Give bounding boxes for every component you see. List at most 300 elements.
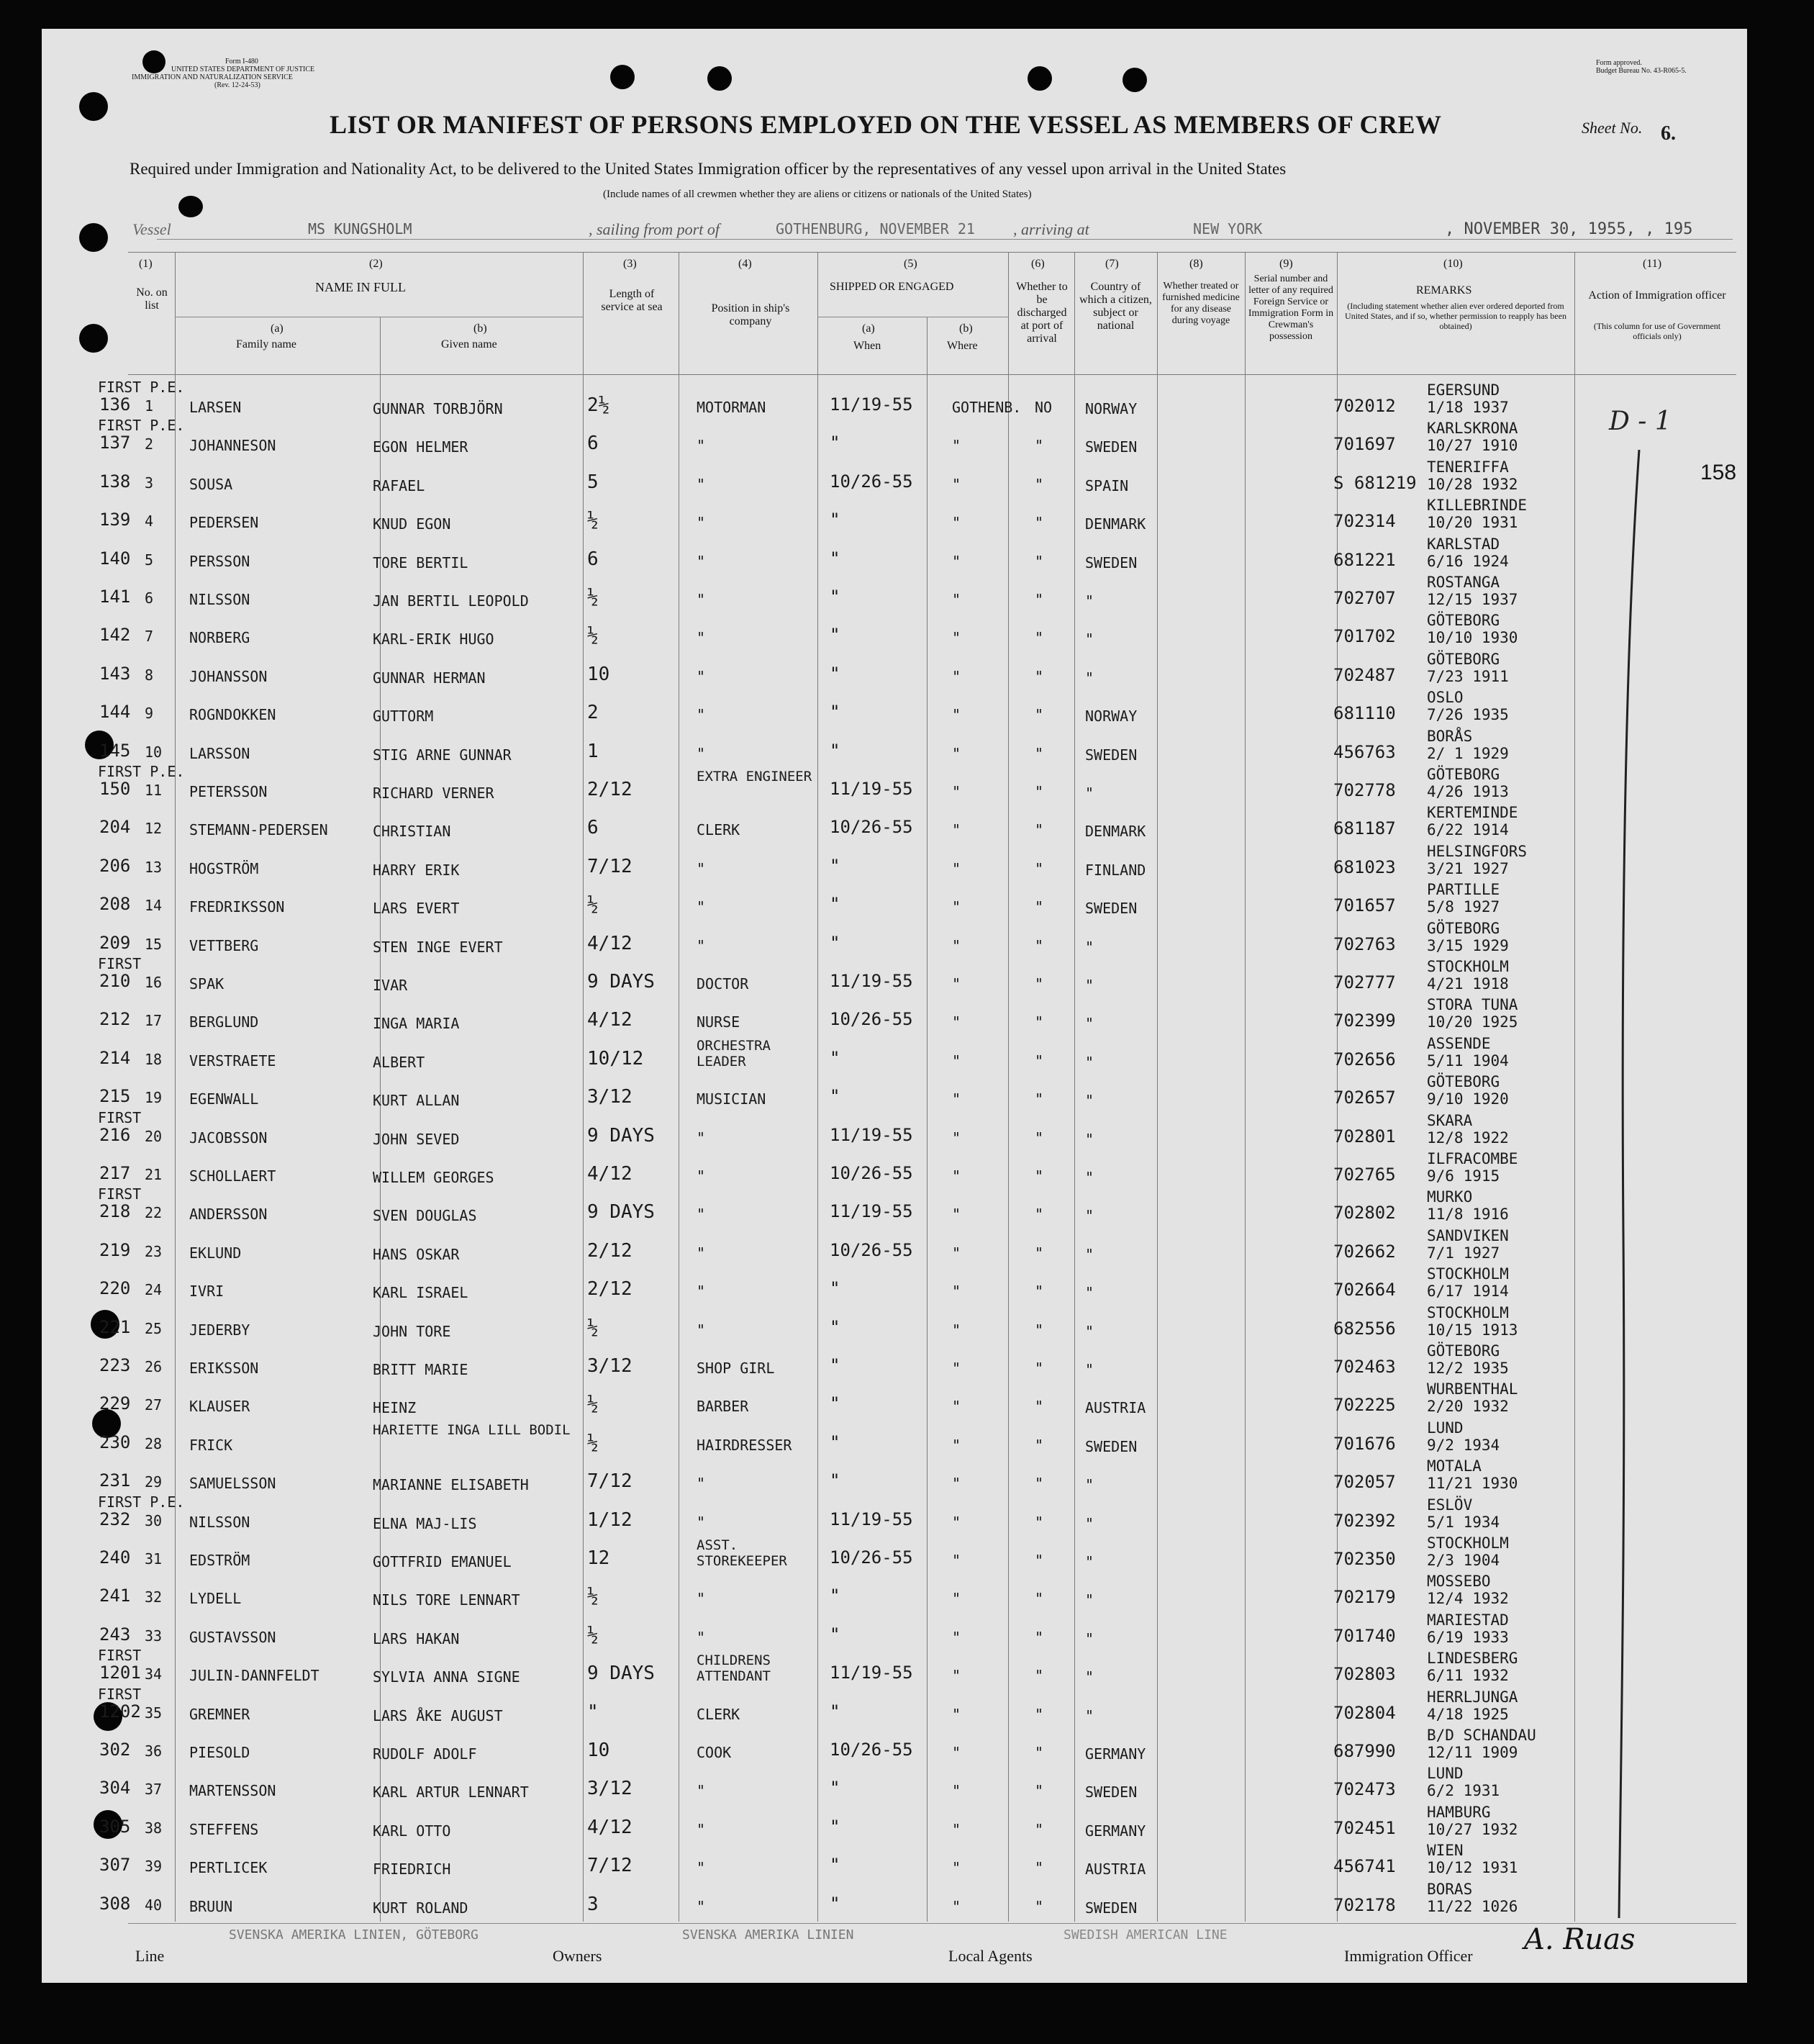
punch-hole	[610, 65, 635, 89]
shipped-where: "	[952, 1090, 961, 1108]
birth-date: 11/22 1026	[1427, 1897, 1518, 1915]
shipped-when: "	[830, 1816, 840, 1837]
birth-date: 7/23 1911	[1427, 667, 1509, 685]
birthplace: HAMBURG	[1427, 1803, 1491, 1821]
remarks-birth	[1427, 689, 1509, 723]
ship-position: CLERK	[697, 821, 740, 839]
citizenship-country: "	[1085, 1053, 1094, 1071]
serial-number: 701697	[1333, 434, 1396, 455]
discharge-flag: "	[1035, 475, 1044, 493]
shipped-when: "	[830, 433, 840, 453]
remarks-birth	[1427, 420, 1518, 454]
remarks-birth	[1427, 728, 1509, 762]
discharge-flag: "	[1035, 744, 1044, 762]
list-number: 22	[145, 1204, 163, 1222]
list-sequence: 141	[99, 587, 131, 607]
col11-number: (11)	[1643, 258, 1662, 270]
serial-number: 702804	[1333, 1702, 1396, 1723]
remarks-birth	[1427, 1688, 1518, 1723]
birth-date: 1/18 1937	[1427, 399, 1509, 416]
ship-position: "	[697, 1206, 706, 1224]
form-number: Form I-480	[225, 58, 258, 65]
shipped-where: "	[952, 859, 961, 877]
serial-number: 701740	[1333, 1625, 1396, 1646]
table-row	[42, 955, 1747, 998]
col7-header: Country of which a citizen, subject or national	[1079, 281, 1152, 332]
ship-position: "	[697, 1321, 706, 1339]
remarks-birth	[1427, 1419, 1500, 1454]
punch-hole	[79, 92, 108, 121]
birthplace: LINDESBERG	[1427, 1650, 1518, 1668]
service-length: 7/12	[587, 1855, 632, 1877]
birth-date: 11/21 1930	[1427, 1475, 1518, 1493]
citizenship-country: SWEDEN	[1085, 1437, 1138, 1455]
serial-number: 702662	[1333, 1241, 1396, 1262]
shipped-when: 11/19-55	[830, 779, 913, 799]
list-number: 2	[145, 435, 154, 453]
table-row	[42, 805, 1747, 844]
serial-number: 702765	[1333, 1165, 1396, 1185]
citizenship-country: DENMARK	[1085, 823, 1146, 841]
col9-header: Serial number and letter of any required Foreign Service or Immigration Form in Crewman's possession	[1248, 273, 1334, 342]
citizenship-country: "	[1085, 977, 1094, 994]
discharge-flag: "	[1035, 1475, 1044, 1493]
birthplace: ASSENDE	[1427, 1034, 1491, 1052]
col5-number: (5)	[904, 258, 917, 270]
remarks-birth	[1427, 1842, 1518, 1876]
ship-position: "	[697, 744, 706, 762]
family-name: STEFFENS	[189, 1820, 259, 1838]
given-name: WILLEM GEORGES	[373, 1169, 494, 1186]
col6-number: (6)	[1031, 258, 1045, 270]
table-row	[42, 1647, 1747, 1689]
remarks-birth	[1427, 1496, 1500, 1531]
family-name: BERGLUND	[189, 1013, 259, 1031]
shipped-where: "	[952, 1897, 961, 1915]
table-row	[42, 1882, 1747, 1920]
remarks-birth	[1427, 651, 1509, 685]
service-length: ½	[587, 1586, 599, 1608]
family-name: JEDERBY	[189, 1321, 250, 1339]
table-row	[42, 921, 1747, 959]
list-sequence: 223	[99, 1355, 131, 1375]
shipped-when: "	[830, 625, 840, 646]
discharge-flag: "	[1035, 1744, 1044, 1761]
given-name: FRIEDRICH	[373, 1860, 451, 1878]
serial-number: 681110	[1333, 703, 1396, 724]
discharge-flag: "	[1035, 1360, 1044, 1377]
col1-number: (1)	[139, 258, 153, 270]
serial-number: 702801	[1333, 1126, 1396, 1147]
given-name: STEN INGE EVERT	[373, 938, 503, 956]
table-row	[42, 379, 1747, 421]
list-sequence: 206	[99, 855, 131, 876]
first-passage-note: FIRST	[98, 955, 142, 972]
sheet-label: Sheet No.	[1582, 119, 1643, 137]
birth-date: 5/8 1927	[1427, 898, 1500, 916]
birth-date: 9/10 1920	[1427, 1090, 1509, 1108]
officer-label: Immigration Officer	[1344, 1947, 1473, 1965]
citizenship-country: SPAIN	[1085, 476, 1129, 494]
citizenship-country: "	[1085, 1169, 1094, 1186]
birthplace: KILLEBRINDE	[1427, 497, 1528, 515]
citizenship-country: NORWAY	[1085, 707, 1138, 725]
birthplace: GÖTEBORG	[1427, 1073, 1500, 1091]
subtitle-note: (Include names of all crewmen whether they are aliens or citizens or nationals of the United States)	[603, 189, 1032, 200]
list-number: 28	[145, 1434, 163, 1452]
family-name: NILSSON	[189, 591, 250, 608]
service-length: ½	[587, 625, 599, 647]
shipped-when: "	[830, 740, 840, 761]
list-sequence: 230	[99, 1432, 131, 1452]
list-sequence: 145	[99, 740, 131, 761]
shipped-where: "	[952, 706, 961, 724]
birth-date: 10/12 1931	[1427, 1859, 1518, 1877]
discharge-flag: "	[1035, 1167, 1044, 1185]
col3-number: (3)	[623, 258, 637, 270]
family-name: SAMUELSSON	[189, 1475, 276, 1493]
discharge-flag: "	[1035, 1667, 1044, 1685]
list-sequence: 220	[99, 1278, 131, 1299]
shipped-where: "	[952, 936, 961, 954]
family-name: SCHOLLAERT	[189, 1167, 276, 1185]
family-name: KLAUSER	[189, 1398, 250, 1416]
citizenship-country: "	[1085, 1207, 1094, 1225]
remarks-birth	[1427, 535, 1509, 570]
ship-position: "	[697, 475, 706, 493]
family-name: FRICK	[189, 1436, 233, 1454]
ship-position: CLERK	[697, 1705, 740, 1723]
col2b-header: Given name	[441, 338, 497, 351]
birth-date: 6/19 1933	[1427, 1628, 1509, 1646]
discharge-flag: "	[1035, 1820, 1044, 1838]
family-name: PETERSSON	[189, 783, 268, 800]
citizenship-country: SWEDEN	[1085, 1783, 1138, 1801]
family-name: NILSSON	[189, 1513, 250, 1531]
shipped-where: "	[952, 514, 961, 532]
shipped-when: "	[830, 548, 840, 569]
shipped-when: "	[830, 1432, 840, 1452]
shipped-where: "	[952, 1628, 961, 1646]
ship-position: HAIRDRESSER	[697, 1436, 792, 1454]
shipped-where: "	[952, 475, 961, 493]
table-row	[42, 1267, 1747, 1305]
table-row	[42, 1226, 1747, 1267]
birth-date: 6/11 1932	[1427, 1667, 1509, 1685]
birth-date: 3/15 1929	[1427, 936, 1509, 954]
table-row	[42, 1685, 1747, 1728]
table-row	[42, 1382, 1747, 1420]
service-length: 2/12	[587, 779, 632, 800]
birth-date: 10/20 1925	[1427, 1013, 1518, 1031]
service-length: 7/12	[587, 855, 632, 877]
service-length: ½	[587, 587, 599, 608]
discharge-flag: "	[1035, 1321, 1044, 1339]
discharge-flag: "	[1035, 1052, 1044, 1070]
list-sequence: 143	[99, 663, 131, 684]
shipped-when: "	[830, 1855, 840, 1876]
shipped-where: "	[952, 1820, 961, 1838]
line-value: SVENSKA AMERIKA LINIEN, GÖTEBORG	[229, 1927, 479, 1943]
shipped-where: "	[952, 1705, 961, 1723]
table-row	[42, 844, 1747, 882]
list-sequence: 307	[99, 1855, 131, 1876]
list-sequence: 144	[99, 702, 131, 723]
discharge-flag: "	[1035, 898, 1044, 916]
discharge-flag: "	[1035, 552, 1044, 570]
given-name: GUNNAR HERMAN	[373, 669, 486, 687]
table-row	[42, 1185, 1747, 1228]
remarks-birth	[1427, 574, 1518, 608]
remarks-birth	[1427, 1035, 1509, 1070]
family-name: HOGSTRÖM	[189, 859, 259, 877]
table-row	[42, 537, 1747, 575]
table-row	[42, 998, 1747, 1036]
list-sequence: 138	[99, 471, 131, 492]
family-name: SOUSA	[189, 475, 233, 493]
list-sequence: 218	[99, 1201, 131, 1222]
department-line: UNITED STATES DEPARTMENT OF JUSTICE	[171, 65, 315, 73]
col10-header: REMARKS	[1416, 284, 1472, 297]
ship-position: ORCHESTRA LEADER	[697, 1037, 771, 1070]
table-header-rule	[128, 374, 1736, 375]
first-passage-note: FIRST P.E.	[98, 763, 185, 780]
remarks-birth	[1427, 381, 1509, 416]
shipped-where: "	[952, 1744, 961, 1761]
birth-date: 6/2 1931	[1427, 1782, 1500, 1800]
serial-number: 702803	[1333, 1664, 1396, 1685]
serial-number: 702314	[1333, 511, 1396, 532]
citizenship-country: "	[1085, 1591, 1094, 1609]
shipped-when: "	[830, 1624, 840, 1645]
shipped-when: "	[830, 663, 840, 684]
table-row	[42, 1574, 1747, 1612]
ship-position: "	[697, 898, 706, 916]
birth-date: 12/4 1932	[1427, 1590, 1509, 1608]
list-sequence: 214	[99, 1047, 131, 1068]
given-name: RUDOLF ADOLF	[373, 1745, 477, 1763]
remarks-birth	[1427, 1611, 1509, 1646]
discharge-flag: "	[1035, 1859, 1044, 1877]
officer-signature: A. Ruas	[1524, 1923, 1636, 1956]
birth-date: 10/28 1932	[1427, 475, 1518, 493]
citizenship-country: AUSTRIA	[1085, 1399, 1146, 1417]
family-name: LARSSON	[189, 744, 250, 762]
serial-number: 681221	[1333, 549, 1396, 570]
service-length: ½	[587, 1316, 599, 1339]
list-sequence: 139	[99, 510, 131, 530]
sheet-number: 6.	[1661, 122, 1676, 145]
discharge-flag: "	[1035, 1090, 1044, 1108]
col5a-number: (a)	[862, 322, 875, 335]
serial-number: 702012	[1333, 396, 1396, 416]
serial-number: 701657	[1333, 895, 1396, 916]
service-line: IMMIGRATION AND NATURALIZATION SERVICE	[132, 73, 293, 81]
birthplace: HERRLJUNGA	[1427, 1688, 1518, 1706]
given-name: LARS EVERT	[373, 900, 460, 918]
discharge-flag: "	[1035, 1206, 1044, 1224]
shipped-where: "	[952, 1552, 961, 1569]
shipped-where: "	[952, 591, 961, 608]
given-name: SVEN DOUGLAS	[373, 1207, 477, 1225]
list-number: 34	[145, 1665, 163, 1683]
shipped-when: "	[830, 894, 840, 915]
table-row	[42, 1421, 1747, 1459]
given-name: EGON HELMER	[373, 438, 468, 456]
remarks-birth	[1427, 920, 1509, 954]
list-sequence: 208	[99, 894, 131, 915]
birthplace: WIEN	[1427, 1842, 1464, 1860]
family-name: JOHANSSON	[189, 667, 268, 685]
immigration-annotation: D - 1	[1609, 407, 1672, 436]
citizenship-country: "	[1085, 1476, 1094, 1494]
col10-subheader: (Including statement whether alien ever ordered deported from United States, and if so, whether permission to reapply has been obtained)	[1345, 301, 1566, 331]
list-number: 25	[145, 1319, 163, 1337]
serial-number: 702656	[1333, 1049, 1396, 1070]
given-name: KURT ALLAN	[373, 1092, 460, 1110]
birth-date: 5/1 1934	[1427, 1513, 1500, 1531]
col10-number: (10)	[1443, 258, 1463, 270]
service-length: 7/12	[587, 1470, 632, 1493]
shipped-when: 10/26-55	[830, 1009, 913, 1030]
list-number: 33	[145, 1627, 163, 1645]
service-length: 12	[587, 1547, 610, 1569]
citizenship-country: "	[1085, 1245, 1094, 1263]
birthplace: KARLSKRONA	[1427, 420, 1518, 438]
list-number: 40	[145, 1896, 163, 1914]
ship-position: ASST. STOREKEEPER	[697, 1537, 787, 1569]
birth-date: 6/17 1914	[1427, 1283, 1509, 1301]
birth-date: 10/27 1932	[1427, 1820, 1518, 1838]
shipped-when: "	[830, 1393, 840, 1414]
serial-number: S 681219	[1333, 472, 1417, 493]
col8-number: (8)	[1189, 258, 1203, 270]
footer-rule	[128, 1923, 1736, 1924]
service-length: 4/12	[587, 1163, 632, 1185]
citizenship-country: "	[1085, 1553, 1094, 1570]
given-name: SYLVIA ANNA SIGNE	[373, 1668, 520, 1686]
serial-number: 702802	[1333, 1203, 1396, 1224]
birthplace: KERTEMINDE	[1427, 804, 1518, 822]
punch-hole	[79, 324, 108, 353]
list-number: 31	[145, 1550, 163, 1568]
table-top-rule	[128, 252, 1736, 253]
list-sequence: 142	[99, 625, 131, 646]
remarks-birth	[1427, 804, 1518, 838]
service-length: ½	[587, 1624, 599, 1646]
given-name: KARL OTTO	[373, 1822, 451, 1840]
citizenship-country: "	[1085, 1130, 1094, 1148]
service-length: ½	[587, 894, 599, 916]
list-number: 38	[145, 1819, 163, 1837]
given-name: GUTTORM	[373, 707, 434, 725]
citizenship-country: SWEDEN	[1085, 746, 1138, 764]
shipped-where: "	[952, 667, 961, 685]
given-name: BRITT MARIE	[373, 1361, 468, 1378]
shipped-where: "	[952, 1283, 961, 1301]
ship-position: "	[697, 552, 706, 570]
list-sequence: 240	[99, 1547, 131, 1568]
shipped-where: "	[952, 1590, 961, 1608]
shipped-when: 10/26-55	[830, 1163, 913, 1183]
shipped-when: 11/19-55	[830, 394, 913, 415]
shipped-when: "	[830, 1278, 840, 1299]
citizenship-country: AUSTRIA	[1085, 1860, 1146, 1878]
family-name: VERSTRAETE	[189, 1052, 276, 1070]
serial-number: 702399	[1333, 1010, 1396, 1031]
given-name: IVAR	[373, 977, 408, 994]
citizenship-country: "	[1085, 1284, 1094, 1302]
shipped-when: "	[830, 1086, 840, 1107]
family-name: LYDELL	[189, 1590, 242, 1608]
given-name: GOTTFRID EMANUEL	[373, 1553, 512, 1570]
table-row	[42, 882, 1747, 921]
table-row	[42, 575, 1747, 613]
serial-number: 702473	[1333, 1779, 1396, 1800]
agents-value: SWEDISH AMERICAN LINE	[1064, 1927, 1228, 1943]
ship-position: "	[697, 859, 706, 877]
birth-date: 12/8 1922	[1427, 1129, 1509, 1147]
service-length: 3	[587, 1893, 599, 1915]
form-approved: Form approved.	[1596, 59, 1642, 67]
list-number: 8	[145, 666, 154, 684]
list-number: 30	[145, 1511, 163, 1529]
list-number: 1	[145, 397, 154, 415]
table-row	[42, 1536, 1747, 1574]
table-row	[42, 1108, 1747, 1152]
given-name: NILS TORE LENNART	[373, 1591, 520, 1609]
citizenship-country: FINLAND	[1085, 861, 1146, 879]
discharge-flag: "	[1035, 1513, 1044, 1531]
shipped-where: "	[952, 1360, 961, 1377]
birth-date: 12/15 1937	[1427, 591, 1518, 608]
birth-date: 2/ 1 1929	[1427, 744, 1509, 762]
table-row	[42, 613, 1747, 651]
family-name: ANDERSSON	[189, 1206, 268, 1224]
serial-number: 702664	[1333, 1280, 1396, 1301]
ship-position: "	[697, 1859, 706, 1877]
family-name: LARSEN	[189, 399, 242, 416]
list-number: 13	[145, 858, 163, 876]
remarks-birth	[1427, 1150, 1518, 1185]
birth-date: 10/27 1910	[1427, 437, 1518, 455]
remarks-birth	[1427, 1380, 1518, 1415]
list-sequence: 229	[99, 1393, 131, 1414]
subtitle: Required under Immigration and Nationality Act, to be delivered to the United States Immigration officer by the representatives of any vessel upon arrival in the United States	[130, 160, 1287, 178]
col6-header: Whether to be discharged at port of arrival	[1016, 281, 1068, 345]
col7-number: (7)	[1105, 258, 1119, 270]
birth-date: 2/3 1904	[1427, 1552, 1500, 1569]
service-length: ½	[587, 1393, 599, 1416]
list-sequence: 136	[99, 394, 131, 415]
owners-label: Owners	[553, 1947, 602, 1965]
citizenship-country: "	[1085, 630, 1094, 648]
given-name: ALBERT	[373, 1053, 425, 1071]
ship-position: MOTORMAN	[697, 399, 766, 416]
shipped-where: "	[952, 1667, 961, 1685]
remarks-birth	[1427, 1342, 1509, 1377]
family-name: NORBERG	[189, 629, 250, 647]
col11-subheader: (This column for use of Government officials only)	[1593, 321, 1721, 341]
discharge-flag: "	[1035, 1244, 1044, 1262]
shipped-where: "	[952, 1475, 961, 1493]
shipped-when: 10/26-55	[830, 1547, 913, 1568]
ship-position: NURSE	[697, 1013, 740, 1031]
birthplace: MURKO	[1427, 1188, 1473, 1206]
shipped-where: GOTHENB.	[952, 399, 1022, 416]
service-length: "	[587, 1701, 599, 1723]
serial-number: 681023	[1333, 856, 1396, 877]
